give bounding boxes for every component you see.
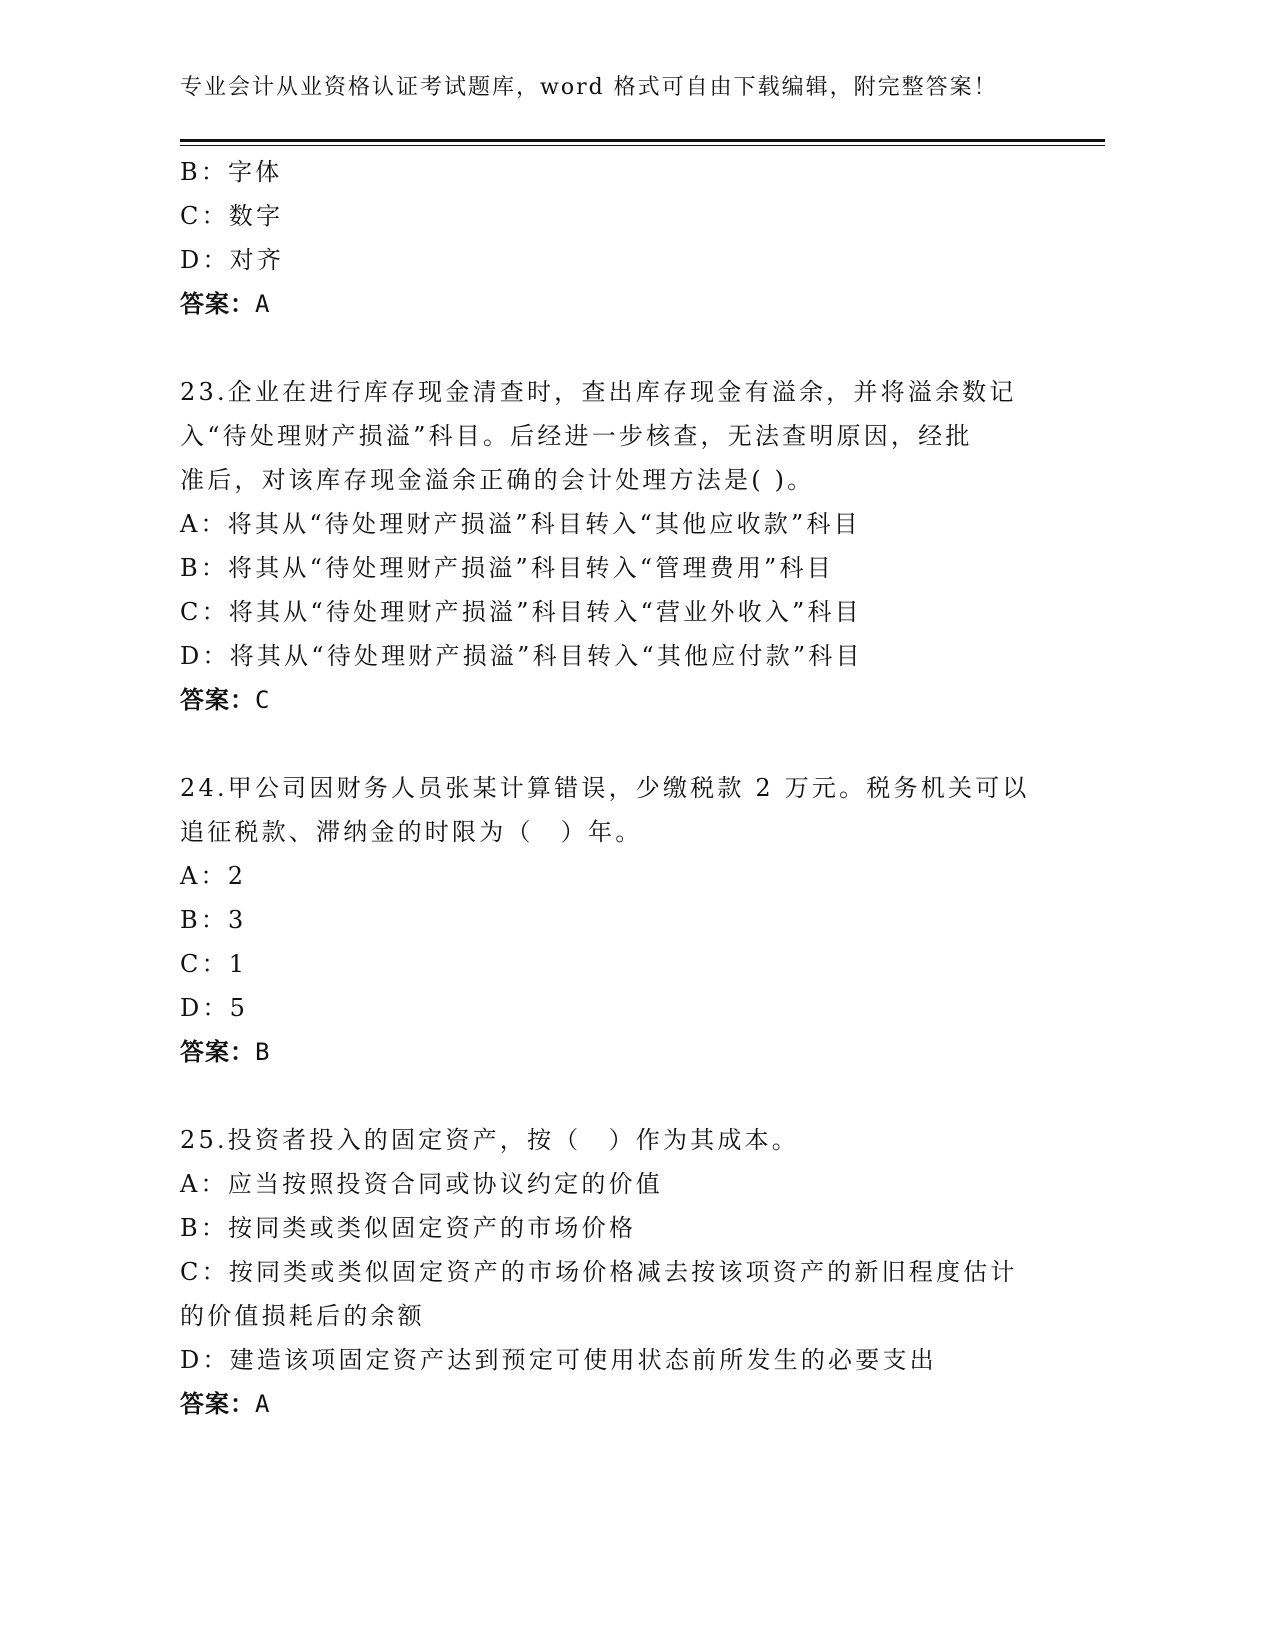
- option-c: C：将其从“待处理财产损溢”科目转入“营业外收入”科目: [180, 598, 862, 626]
- spacer: [180, 326, 1040, 370]
- answer-line: [180, 678, 1040, 722]
- answer-line: [180, 282, 1040, 326]
- spacer: [180, 1074, 1040, 1118]
- option-d: D：对齐: [180, 246, 285, 274]
- option-b: B：将其从“待处理财产损溢”科目转入“管理费用”科目: [180, 554, 834, 582]
- option-b: B：按同类或类似固定资产的市场价格: [180, 1214, 637, 1242]
- option-b: B：字体: [180, 158, 283, 186]
- option-c-continued: 的价值损耗后的余额: [180, 1302, 425, 1330]
- option-d: D：建造该项固定资产达到预定可使用状态前所发生的必要支出: [180, 1346, 937, 1374]
- question-stem-line: 入“待处理财产损溢”科目。后经进一步核查，无法查明原因，经批: [180, 422, 973, 450]
- question-stem-line: 25.投资者投入的固定资产，按（ ）作为其成本。: [180, 1126, 799, 1154]
- answer-label: 答案：: [180, 686, 255, 714]
- option-d: D：5: [180, 994, 249, 1022]
- answer-value: C: [255, 686, 271, 714]
- page-header: 专业会计从业资格认证考试题库，word 格式可自由下载编辑，附完整答案！: [180, 75, 998, 100]
- question-content: [180, 150, 1040, 1426]
- answer-line: [180, 1382, 1040, 1426]
- option-a: A：2: [180, 862, 247, 890]
- option-c: C：1: [180, 950, 248, 978]
- question-stem-line: 准后，对该库存现金溢余正确的会计处理方法是( )。: [180, 466, 815, 494]
- answer-line: [180, 1030, 1040, 1074]
- answer-value: A: [255, 290, 271, 318]
- option-b: B：3: [180, 906, 247, 934]
- question-stem-line: 23.企业在进行库存现金清查时，查出库存现金有溢余，并将溢余数记: [180, 378, 1017, 406]
- option-a: A：将其从“待处理财产损溢”科目转入“其他应收款”科目: [180, 510, 861, 538]
- question-24: [180, 766, 1040, 1074]
- answer-label: 答案：: [180, 1038, 255, 1066]
- answer-value: A: [255, 1390, 271, 1418]
- answer-label: 答案：: [180, 1390, 255, 1418]
- header-rule-thin: [180, 145, 1105, 146]
- header-rule-thick: [180, 139, 1105, 142]
- question-23: [180, 370, 1040, 722]
- question-stem-line: 24.甲公司因财务人员张某计算错误，少缴税款 2 万元。税务机关可以: [180, 774, 1030, 802]
- spacer: [180, 722, 1040, 766]
- question-25: [180, 1118, 1040, 1426]
- option-d: D：将其从“待处理财产损溢”科目转入“其他应付款”科目: [180, 642, 863, 670]
- answer-label: 答案：: [180, 290, 255, 318]
- option-a: A：应当按照投资合同或协议约定的价值: [180, 1170, 663, 1198]
- question-22: [180, 150, 1040, 326]
- question-stem-line: 追征税款、滞纳金的时限为（ ）年。: [180, 818, 643, 846]
- answer-value: B: [255, 1038, 271, 1066]
- option-c: C：数字: [180, 202, 284, 230]
- option-c: C：按同类或类似固定资产的市场价格减去按该项资产的新旧程度估计: [180, 1258, 1018, 1286]
